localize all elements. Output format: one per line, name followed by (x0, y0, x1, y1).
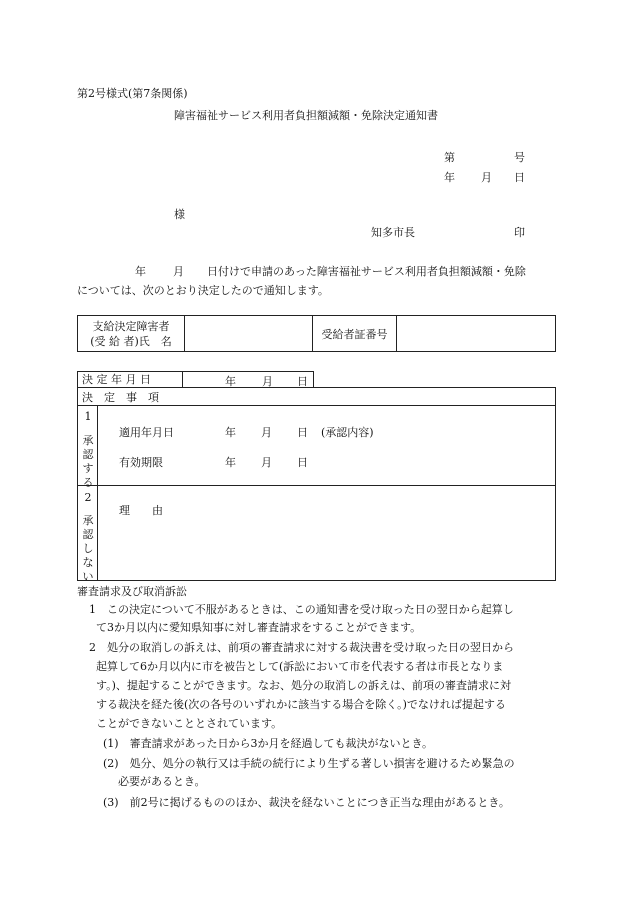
appeal-line-2: て3か月以内に愛知県知事に対し審査請求をすることができます。 (96, 621, 422, 634)
appeal-line-10: 必要があるとき。 (118, 775, 206, 788)
valid-hi: 日 (297, 456, 308, 469)
approve-v3: す (82, 462, 94, 475)
intro-line2: については、次のとおり決定したので通知します。 (77, 284, 329, 297)
approve-v4: る (82, 476, 94, 489)
appeal-line-6: する裁決を経た後(次の各号のいずれかに該当する場合を除く。)でなければ提起する (96, 698, 506, 711)
intro-nen: 年 (135, 265, 146, 278)
decision-matters-box (77, 387, 556, 581)
reject-v1: 承 (82, 514, 94, 527)
intro-line1: 日付けで申請のあった障害福祉サービス利用者負担額減額・免除 (207, 265, 526, 278)
apply-tsuki: 月 (261, 426, 272, 439)
appeal-line-9: (2) 処分、処分の執行又は手続の続行により生ずる著しい損害を避けるため緊急の (103, 757, 515, 770)
approve-number: 1 (84, 410, 92, 423)
reject-v4: な (82, 556, 94, 569)
date-hi: 日 (514, 171, 525, 184)
appeal-line-4: 起算して6か月以内に市を被告として(訴訟において市を代表する者は市長となりま (96, 660, 504, 673)
apply-nen: 年 (225, 426, 236, 439)
number-go: 号 (514, 151, 525, 164)
apply-date-label: 適用年月日 (119, 426, 174, 439)
reject-v3: し (82, 542, 94, 555)
appeal-line-8: (1) 審査請求があった日から3か月を経過しても裁決がないとき。 (103, 737, 434, 750)
mayor-label: 知多市長 (371, 226, 415, 239)
form-number: 第2号様式(第7条関係) (77, 87, 188, 100)
recipient-label-line1: 支給決定障害者 (92, 319, 170, 333)
valid-period-label: 有効期限 (119, 456, 163, 469)
valid-nen: 年 (225, 456, 236, 469)
number-dai: 第 (444, 151, 455, 164)
cert-number-label: 受給者証番号 (313, 316, 397, 352)
decision-nen: 年 (225, 375, 236, 388)
reject-v5: い (82, 570, 94, 583)
approve-v1: 承 (82, 434, 94, 447)
reject-v2: 認 (82, 528, 94, 541)
recipient-name-cell (185, 316, 313, 352)
approval-content-label: (承認内容) (321, 426, 374, 439)
recipient-table (77, 315, 556, 352)
decision-hi: 日 (297, 375, 308, 388)
appeal-heading: 審査請求及び取消訴訟 (77, 585, 187, 598)
appeal-line-3: 2 処分の取消しの訴えは、前項の審査請求に対する裁決書を受け取った日の翌日から (89, 641, 514, 654)
valid-tsuki: 月 (261, 456, 272, 469)
reject-number: 2 (84, 491, 92, 504)
intro-tsuki: 月 (173, 265, 184, 278)
date-nen: 年 (444, 171, 455, 184)
decision-date-label: 決 定 年 月 日 (78, 372, 183, 387)
date-tsuki: 月 (481, 171, 492, 184)
divider (78, 405, 555, 406)
row-divider (78, 485, 555, 486)
appeal-line-7: ことができないこととされています。 (96, 717, 283, 730)
addressee-sama: 様 (174, 208, 185, 221)
apply-hi: 日 (297, 426, 308, 439)
appeal-line-11: (3) 前2号に掲げるもののほか、裁決を経ないことにつき正当な理由があるとき。 (103, 796, 510, 809)
decision-date-row (77, 371, 314, 388)
document-title: 障害福祉サービス利用者負担額減額・免除決定通知書 (174, 109, 438, 122)
cert-number-cell (397, 316, 556, 352)
decision-tsuki: 月 (262, 375, 273, 388)
appeal-line-1: 1 この決定について不服があるときは、この通知書を受け取った日の翌日から起算し (89, 603, 514, 616)
decision-matters-label: 決 定 事 項 (82, 391, 159, 404)
seal-mark: 印 (514, 226, 525, 239)
recipient-label-line2: (受 給 者)氏 名 (90, 334, 172, 348)
reason-label: 理 由 (119, 504, 163, 517)
appeal-line-5: す。)、提起することができます。なお、処分の取消しの訴えは、前項の審査請求に対 (96, 679, 512, 692)
column-divider (97, 405, 98, 580)
approve-v2: 認 (82, 448, 94, 461)
recipient-label-cell (78, 316, 185, 352)
